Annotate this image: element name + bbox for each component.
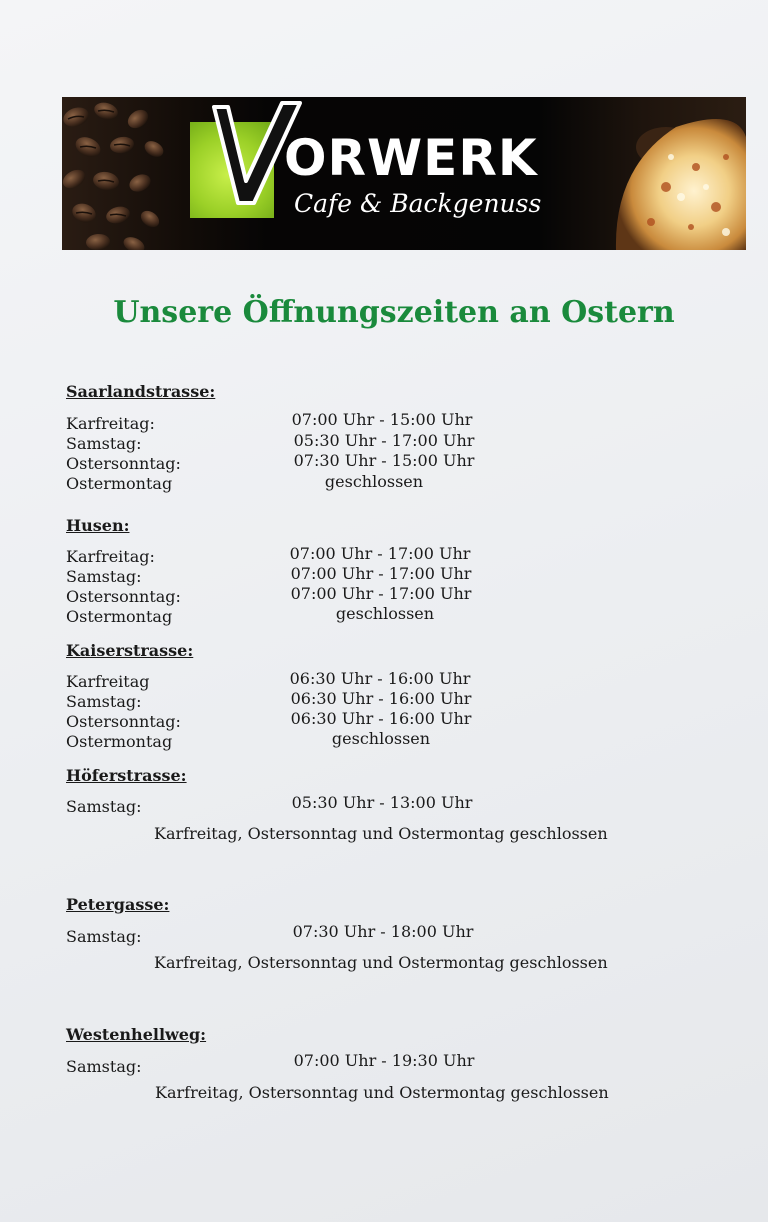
brand-name: ORWERK	[284, 129, 538, 187]
location-heading-petergasse: Petergasse:	[66, 895, 170, 914]
day-label: Karfreitag:	[66, 547, 155, 566]
closed-status: geschlossen	[335, 604, 435, 623]
opening-time: 07:00 Uhr - 17:00 Uhr	[290, 584, 472, 603]
opening-time: 07:00 Uhr - 15:00 Uhr	[291, 410, 473, 429]
opening-time: 06:30 Uhr - 16:00 Uhr	[290, 709, 472, 728]
coffee-beans-image	[62, 97, 182, 250]
closed-days-note: Karfreitag, Ostersonntag und Ostermontag geschlossen	[154, 953, 608, 972]
closed-status: geschlossen	[331, 729, 431, 748]
opening-time: 05:30 Uhr - 17:00 Uhr	[293, 431, 475, 450]
day-label: Samstag:	[66, 692, 142, 711]
brand-tagline: Cafe & Backgenuss	[294, 189, 542, 218]
opening-time: 06:30 Uhr - 16:00 Uhr	[290, 689, 472, 708]
day-label: Karfreitag	[66, 672, 150, 691]
location-heading-hoeferstrasse: Höferstrasse:	[66, 766, 187, 785]
closed-status: geschlossen	[324, 472, 424, 491]
day-label: Samstag:	[66, 927, 142, 946]
opening-time: 07:00 Uhr - 17:00 Uhr	[290, 564, 472, 583]
opening-time: 07:30 Uhr - 18:00 Uhr	[292, 922, 474, 941]
day-label: Ostermontag	[66, 474, 173, 493]
location-heading-westenhellweg: Westenhellweg:	[66, 1025, 207, 1044]
location-heading-kaiserstrasse: Kaiserstrasse:	[66, 641, 194, 660]
location-heading-saarlandstrasse: Saarlandstrasse:	[66, 382, 216, 401]
opening-time: 07:00 Uhr - 17:00 Uhr	[289, 544, 471, 563]
opening-time: 06:30 Uhr - 16:00 Uhr	[289, 669, 471, 688]
day-label: Ostersonntag:	[66, 587, 181, 606]
location-heading-husen: Husen:	[66, 516, 130, 535]
opening-time: 07:00 Uhr - 19:30 Uhr	[293, 1051, 475, 1070]
day-label: Ostersonntag:	[66, 454, 181, 473]
opening-time: 05:30 Uhr - 13:00 Uhr	[291, 793, 473, 812]
bread-image	[596, 97, 746, 250]
closed-days-note: Karfreitag, Ostersonntag und Ostermontag geschlossen	[154, 824, 608, 843]
day-label: Ostersonntag:	[66, 712, 181, 731]
day-label: Karfreitag:	[66, 414, 155, 433]
day-label: Samstag:	[66, 567, 142, 586]
opening-time: 07:30 Uhr - 15:00 Uhr	[293, 451, 475, 470]
header-banner	[62, 97, 746, 250]
day-label: Ostermontag	[66, 732, 173, 751]
day-label: Samstag:	[66, 1057, 142, 1076]
day-label: Samstag:	[66, 434, 142, 453]
day-label: Samstag:	[66, 797, 142, 816]
page-title: Unsere Öffnungszeiten an Ostern	[113, 295, 675, 330]
day-label: Ostermontag	[66, 607, 173, 626]
closed-days-note: Karfreitag, Ostersonntag und Ostermontag geschlossen	[155, 1083, 609, 1102]
